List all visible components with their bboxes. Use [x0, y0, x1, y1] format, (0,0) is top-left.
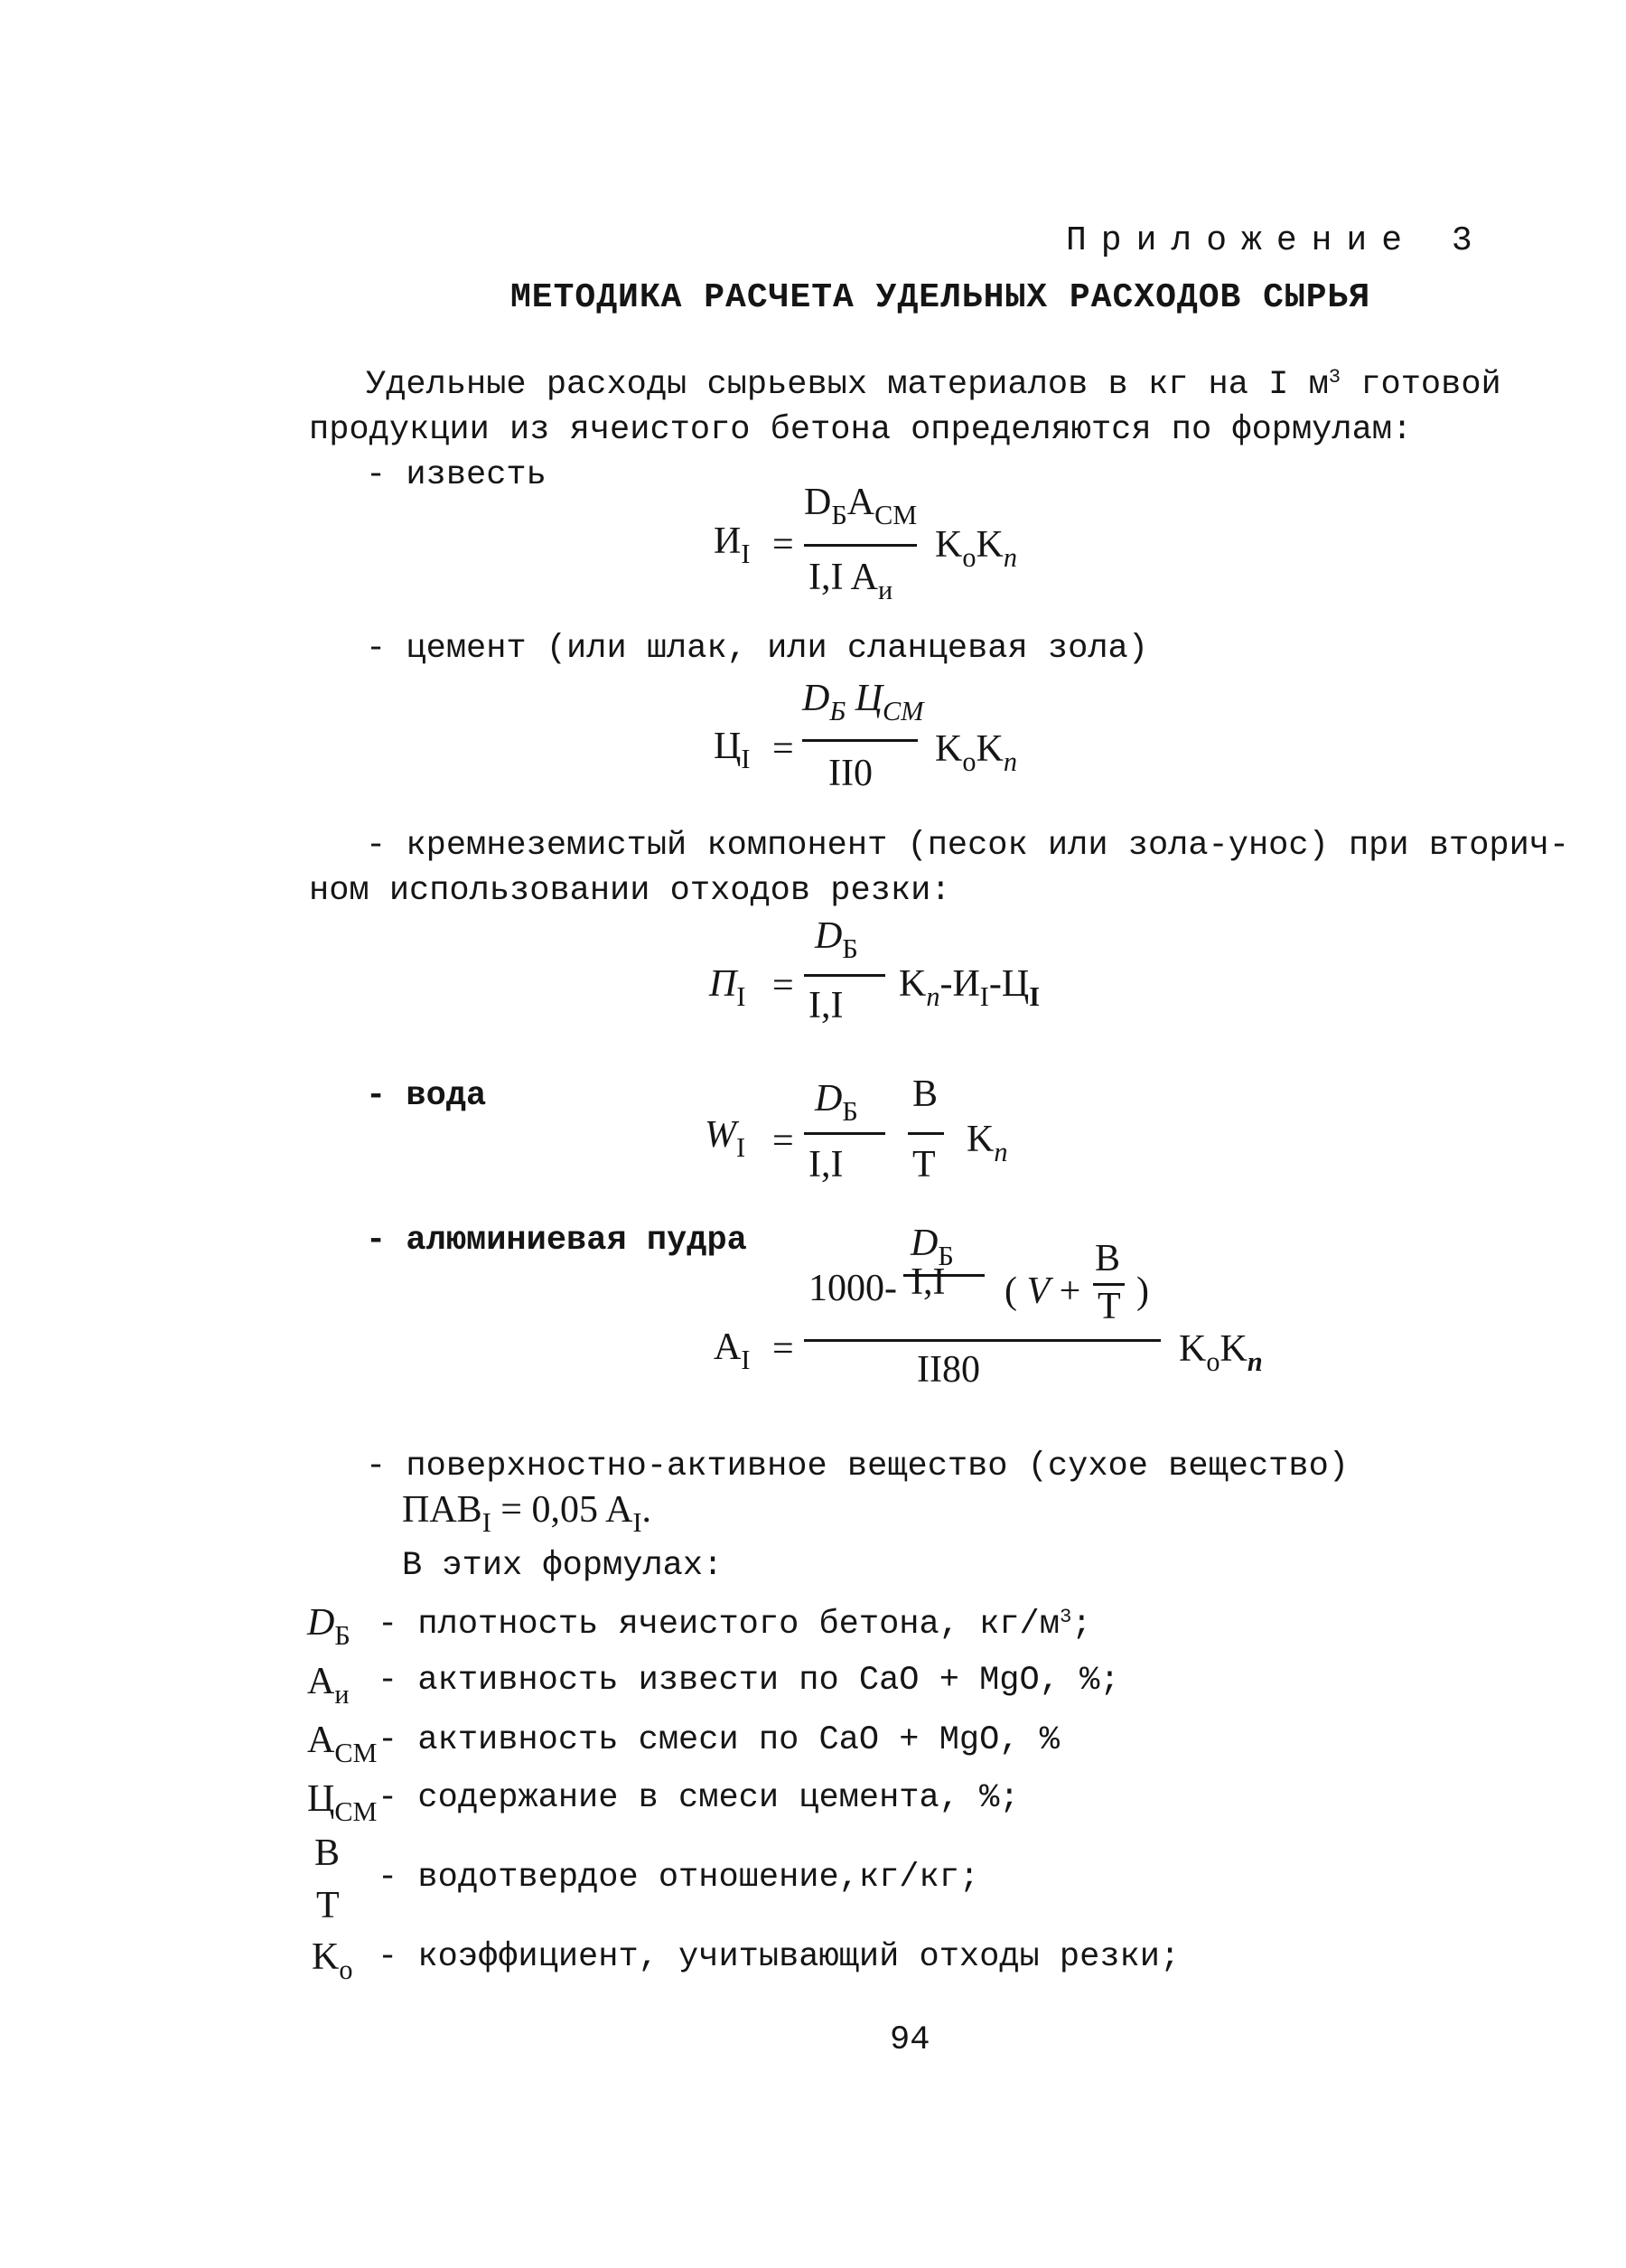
item-lime: - известь [366, 456, 547, 494]
legend-intro: В этих формулах: [402, 1547, 724, 1585]
item-cement: - цемент (или шлак, или сланцевая зола) [366, 630, 1148, 668]
item-surfactant: - поверхностно-активное вещество (сухое вещество) [366, 1448, 1349, 1485]
item-water: - вода [366, 1077, 487, 1115]
item-silica-1: - кремнеземистый компонент (песок или зола-унос) при вторич- [366, 827, 1570, 865]
appendix-label: Приложение 3 [1066, 221, 1487, 260]
item-aluminium: - алюминиевая пудра [366, 1222, 747, 1260]
page-title: МЕТОДИКА РАСЧЕТА УДЕЛЬНЫХ РАСХОДОВ СЫРЬЯ [510, 278, 1371, 317]
page-number: 94 [890, 2021, 930, 2059]
intro-line-2: продукции из ячеистого бетона определяются по формулам: [309, 411, 1413, 449]
item-silica-2: ном использовании отходов резки: [309, 872, 951, 910]
formula-surfactant: $ПАВ_I = 0,05$ $A_I$. [402, 1489, 652, 1538]
intro-line-1: Удельные расходы сырьевых материалов в кг на I $м^3$ готовой [366, 365, 1501, 404]
